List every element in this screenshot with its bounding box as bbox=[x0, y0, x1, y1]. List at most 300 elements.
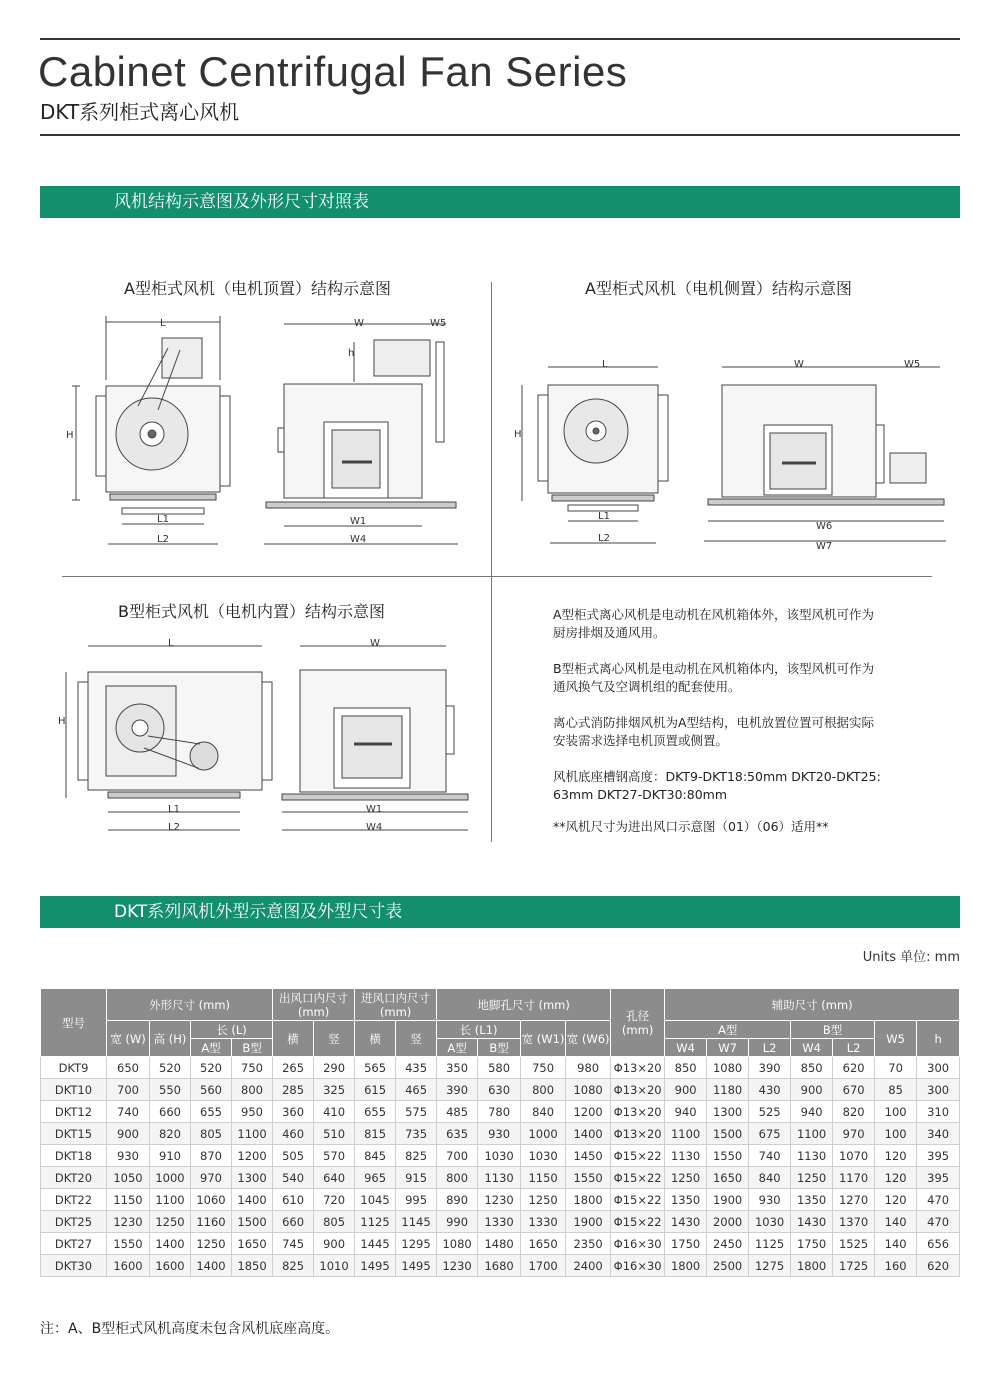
value-cell: 580 bbox=[478, 1057, 521, 1079]
value-cell: 800 bbox=[437, 1167, 478, 1189]
value-cell: 915 bbox=[396, 1167, 437, 1189]
value-cell: 390 bbox=[437, 1079, 478, 1101]
value-cell: 900 bbox=[791, 1079, 833, 1101]
value-cell: 1800 bbox=[665, 1255, 707, 1277]
th-inlet-horiz: 横 bbox=[355, 1021, 396, 1057]
diagram-b-title: B型柜式风机（电机内置）结构示意图 bbox=[118, 602, 385, 621]
value-cell: 1000 bbox=[521, 1123, 566, 1145]
value-cell: 1230 bbox=[107, 1211, 150, 1233]
th-outlet-vert: 竖 bbox=[314, 1021, 355, 1057]
model-cell: DKT12 bbox=[41, 1101, 107, 1123]
value-cell: 410 bbox=[314, 1101, 355, 1123]
table-body bbox=[41, 1057, 960, 1277]
th-height-h: 高 (H) bbox=[150, 1021, 191, 1057]
value-cell: 990 bbox=[437, 1211, 478, 1233]
value-cell: 485 bbox=[437, 1101, 478, 1123]
value-cell: 540 bbox=[273, 1167, 314, 1189]
value-cell: 430 bbox=[749, 1079, 791, 1101]
value-cell: 505 bbox=[273, 1145, 314, 1167]
vertical-divider bbox=[491, 282, 492, 842]
table-row bbox=[41, 1233, 960, 1255]
value-cell: Φ16×30 bbox=[611, 1233, 665, 1255]
th-b-w4: W4 bbox=[791, 1039, 833, 1057]
dim-W: W bbox=[354, 318, 364, 329]
th-outlet: 出风口内尺寸 (mm) bbox=[273, 989, 355, 1021]
value-cell: 120 bbox=[875, 1167, 917, 1189]
value-cell: 1200 bbox=[232, 1145, 273, 1167]
dim-W4: W4 bbox=[350, 534, 367, 545]
value-cell: 850 bbox=[665, 1057, 707, 1079]
value-cell: 850 bbox=[791, 1057, 833, 1079]
model-cell: DKT9 bbox=[41, 1057, 107, 1079]
value-cell: 1080 bbox=[437, 1233, 478, 1255]
value-cell: 310 bbox=[917, 1101, 960, 1123]
value-cell: 70 bbox=[875, 1057, 917, 1079]
value-cell: 1600 bbox=[107, 1255, 150, 1277]
value-cell: 1080 bbox=[707, 1057, 749, 1079]
value-cell: 1370 bbox=[833, 1211, 875, 1233]
value-cell: 745 bbox=[273, 1233, 314, 1255]
dim-L2-side: L2 bbox=[598, 533, 610, 544]
value-cell: 1450 bbox=[566, 1145, 611, 1167]
value-cell: 1100 bbox=[232, 1123, 273, 1145]
note-smoke-exhaust: 离心式消防排烟风机为A型结构，电机放置位置可根据实际安装需求选择电机顶置或侧置。 bbox=[553, 715, 875, 748]
table-row bbox=[41, 1167, 960, 1189]
value-cell: 1125 bbox=[355, 1211, 396, 1233]
value-cell: 655 bbox=[191, 1101, 232, 1123]
value-cell: 1100 bbox=[665, 1123, 707, 1145]
model-cell: DKT27 bbox=[41, 1233, 107, 1255]
th-outlet-horiz: 横 bbox=[273, 1021, 314, 1057]
value-cell: 1500 bbox=[707, 1123, 749, 1145]
value-cell: 1045 bbox=[355, 1189, 396, 1211]
th-b-l2: L2 bbox=[833, 1039, 875, 1057]
dim-W-side: W bbox=[794, 359, 804, 370]
th-a-l2: L2 bbox=[749, 1039, 791, 1057]
table-row bbox=[41, 1189, 960, 1211]
value-cell: 1130 bbox=[478, 1167, 521, 1189]
value-cell: 660 bbox=[150, 1101, 191, 1123]
table-row bbox=[41, 1255, 960, 1277]
value-cell: 1430 bbox=[791, 1211, 833, 1233]
value-cell: 900 bbox=[314, 1233, 355, 1255]
th-width-w1: 宽 (W1) bbox=[521, 1021, 566, 1057]
value-cell: 1400 bbox=[150, 1233, 191, 1255]
value-cell: 300 bbox=[917, 1057, 960, 1079]
value-cell: Φ15×22 bbox=[611, 1145, 665, 1167]
value-cell: 900 bbox=[107, 1123, 150, 1145]
dim-W4-b: W4 bbox=[366, 822, 383, 833]
units-label: Units 单位: mm bbox=[862, 950, 960, 965]
value-cell: 890 bbox=[437, 1189, 478, 1211]
value-cell: 1125 bbox=[749, 1233, 791, 1255]
header-rule bbox=[40, 134, 960, 136]
note-base-height: 风机底座槽钢高度：DKT9-DKT18:50mm DKT20-DKT25: 63mm DKT27-DKT30:80mm bbox=[553, 769, 881, 802]
value-cell: 1550 bbox=[107, 1233, 150, 1255]
value-cell: 395 bbox=[917, 1145, 960, 1167]
value-cell: 700 bbox=[437, 1145, 478, 1167]
value-cell: 780 bbox=[478, 1101, 521, 1123]
note-applicability: **风机尺寸为进出风口示意图（01）（06）适用** bbox=[553, 819, 829, 834]
value-cell: 840 bbox=[521, 1101, 566, 1123]
value-cell: 940 bbox=[665, 1101, 707, 1123]
value-cell: 805 bbox=[314, 1211, 355, 1233]
value-cell: 1750 bbox=[791, 1233, 833, 1255]
value-cell: 340 bbox=[917, 1123, 960, 1145]
table-row bbox=[41, 1101, 960, 1123]
value-cell: 1250 bbox=[150, 1211, 191, 1233]
value-cell: 660 bbox=[273, 1211, 314, 1233]
value-cell: 395 bbox=[917, 1167, 960, 1189]
value-cell: 100 bbox=[875, 1101, 917, 1123]
value-cell: 800 bbox=[232, 1079, 273, 1101]
value-cell: 1650 bbox=[521, 1233, 566, 1255]
th-hole: 孔径 (mm) bbox=[611, 989, 665, 1057]
diagram-a-side-title: A型柜式风机（电机侧置）结构示意图 bbox=[585, 279, 852, 298]
value-cell: 610 bbox=[273, 1189, 314, 1211]
th-inlet-vert: 竖 bbox=[396, 1021, 437, 1057]
value-cell: 805 bbox=[191, 1123, 232, 1145]
value-cell: 1480 bbox=[478, 1233, 521, 1255]
value-cell: 525 bbox=[749, 1101, 791, 1123]
value-cell: 910 bbox=[150, 1145, 191, 1167]
table-row bbox=[41, 1123, 960, 1145]
model-cell: DKT22 bbox=[41, 1189, 107, 1211]
value-cell: 350 bbox=[437, 1057, 478, 1079]
value-cell: 565 bbox=[355, 1057, 396, 1079]
value-cell: 1100 bbox=[791, 1123, 833, 1145]
value-cell: 1160 bbox=[191, 1211, 232, 1233]
value-cell: 1030 bbox=[521, 1145, 566, 1167]
dim-H: H bbox=[66, 430, 74, 441]
value-cell: 1030 bbox=[478, 1145, 521, 1167]
value-cell: 1100 bbox=[150, 1189, 191, 1211]
table-row bbox=[41, 1211, 960, 1233]
th-foot: 地脚孔尺寸 (mm) bbox=[437, 989, 611, 1021]
dim-H-side: H bbox=[514, 429, 522, 440]
dim-L-b: L bbox=[168, 638, 174, 649]
value-cell: 1900 bbox=[707, 1189, 749, 1211]
value-cell: 1250 bbox=[665, 1167, 707, 1189]
value-cell: 1725 bbox=[833, 1255, 875, 1277]
dimension-table bbox=[40, 988, 960, 1277]
value-cell: 2500 bbox=[707, 1255, 749, 1277]
dim-W1-b: W1 bbox=[366, 804, 383, 815]
value-cell: 820 bbox=[150, 1123, 191, 1145]
dim-L2-b: L2 bbox=[168, 822, 180, 833]
note-a-type: A型柜式离心风机是电动机在风机箱体外，该型风机可作为厨房排烟及通风用。 bbox=[553, 607, 875, 640]
value-cell: 800 bbox=[521, 1079, 566, 1101]
model-cell: DKT25 bbox=[41, 1211, 107, 1233]
th-aux-b: B型 bbox=[791, 1021, 875, 1039]
value-cell: 740 bbox=[749, 1145, 791, 1167]
value-cell: 1250 bbox=[791, 1167, 833, 1189]
value-cell: Φ15×22 bbox=[611, 1167, 665, 1189]
th-length-l1: 长 (L1) bbox=[437, 1021, 521, 1039]
value-cell: 560 bbox=[191, 1079, 232, 1101]
value-cell: 700 bbox=[107, 1079, 150, 1101]
value-cell: 1250 bbox=[191, 1233, 232, 1255]
value-cell: Φ13×20 bbox=[611, 1079, 665, 1101]
dim-L-side: L bbox=[602, 359, 608, 370]
value-cell: 1150 bbox=[107, 1189, 150, 1211]
value-cell: 140 bbox=[875, 1211, 917, 1233]
value-cell: 1350 bbox=[665, 1189, 707, 1211]
note-b-type: B型柜式离心风机是电动机在风机箱体内，该型风机可作为通风换气及空调机组的配套使用。 bbox=[553, 661, 875, 694]
value-cell: 825 bbox=[273, 1255, 314, 1277]
value-cell: 620 bbox=[917, 1255, 960, 1277]
value-cell: 2450 bbox=[707, 1233, 749, 1255]
value-cell: 1130 bbox=[791, 1145, 833, 1167]
value-cell: 2000 bbox=[707, 1211, 749, 1233]
value-cell: 940 bbox=[791, 1101, 833, 1123]
value-cell: 1800 bbox=[566, 1189, 611, 1211]
value-cell: 820 bbox=[833, 1101, 875, 1123]
value-cell: 1550 bbox=[566, 1167, 611, 1189]
th-w5: W5 bbox=[875, 1021, 917, 1057]
value-cell: 100 bbox=[875, 1123, 917, 1145]
th-outline: 外形尺寸 (mm) bbox=[107, 989, 273, 1021]
value-cell: 325 bbox=[314, 1079, 355, 1101]
value-cell: 1650 bbox=[707, 1167, 749, 1189]
value-cell: 1230 bbox=[478, 1189, 521, 1211]
th-h: h bbox=[917, 1021, 960, 1057]
th-a-w4: W4 bbox=[665, 1039, 707, 1057]
value-cell: 1400 bbox=[232, 1189, 273, 1211]
table-row bbox=[41, 1057, 960, 1079]
value-cell: 1350 bbox=[791, 1189, 833, 1211]
value-cell: 675 bbox=[749, 1123, 791, 1145]
diagram-a-top-title: A型柜式风机（电机顶置）结构示意图 bbox=[124, 279, 391, 298]
value-cell: 965 bbox=[355, 1167, 396, 1189]
value-cell: 1430 bbox=[665, 1211, 707, 1233]
dim-H-b: H bbox=[58, 716, 66, 727]
dim-W1: W1 bbox=[350, 516, 367, 527]
dim-L2: L2 bbox=[157, 534, 169, 545]
value-cell: 900 bbox=[665, 1079, 707, 1101]
diagram-b-front-view bbox=[276, 636, 476, 836]
value-cell: 650 bbox=[107, 1057, 150, 1079]
value-cell: 1230 bbox=[437, 1255, 478, 1277]
value-cell: 550 bbox=[150, 1079, 191, 1101]
dim-W5: W5 bbox=[430, 318, 447, 329]
value-cell: Φ15×22 bbox=[611, 1211, 665, 1233]
model-cell: DKT10 bbox=[41, 1079, 107, 1101]
value-cell: 1495 bbox=[355, 1255, 396, 1277]
section-dimension-title: DKT系列风机外型示意图及外型尺寸表 bbox=[40, 896, 960, 928]
value-cell: 980 bbox=[566, 1057, 611, 1079]
value-cell: 290 bbox=[314, 1057, 355, 1079]
value-cell: 1750 bbox=[665, 1233, 707, 1255]
value-cell: 1500 bbox=[232, 1211, 273, 1233]
horizontal-divider bbox=[62, 576, 932, 577]
model-cell: DKT20 bbox=[41, 1167, 107, 1189]
value-cell: 1700 bbox=[521, 1255, 566, 1277]
value-cell: 285 bbox=[273, 1079, 314, 1101]
value-cell: 1180 bbox=[707, 1079, 749, 1101]
diagram-a-top-side-view bbox=[62, 310, 262, 560]
value-cell: 640 bbox=[314, 1167, 355, 1189]
value-cell: 1130 bbox=[665, 1145, 707, 1167]
page-title: Cabinet Centrifugal Fan Series bbox=[38, 48, 628, 95]
value-cell: 1170 bbox=[833, 1167, 875, 1189]
value-cell: 120 bbox=[875, 1145, 917, 1167]
value-cell: 930 bbox=[107, 1145, 150, 1167]
value-cell: 2400 bbox=[566, 1255, 611, 1277]
value-cell: 1495 bbox=[396, 1255, 437, 1277]
page-subtitle: DKT系列柜式离心风机 bbox=[40, 100, 240, 124]
diagram-a-top-front-view bbox=[262, 312, 462, 562]
value-cell: 656 bbox=[917, 1233, 960, 1255]
value-cell: 265 bbox=[273, 1057, 314, 1079]
value-cell: 140 bbox=[875, 1233, 917, 1255]
value-cell: 1400 bbox=[191, 1255, 232, 1277]
dim-L1: L1 bbox=[157, 514, 169, 525]
value-cell: 510 bbox=[314, 1123, 355, 1145]
value-cell: 825 bbox=[396, 1145, 437, 1167]
value-cell: 1080 bbox=[566, 1079, 611, 1101]
value-cell: 670 bbox=[833, 1079, 875, 1101]
value-cell: 720 bbox=[314, 1189, 355, 1211]
model-cell: DKT15 bbox=[41, 1123, 107, 1145]
dim-W-b: W bbox=[370, 638, 380, 649]
value-cell: 620 bbox=[833, 1057, 875, 1079]
value-cell: 1900 bbox=[566, 1211, 611, 1233]
value-cell: 740 bbox=[107, 1101, 150, 1123]
diagram-a-side-side-view bbox=[510, 355, 670, 555]
value-cell: 1550 bbox=[707, 1145, 749, 1167]
value-cell: 435 bbox=[396, 1057, 437, 1079]
value-cell: 655 bbox=[355, 1101, 396, 1123]
dim-W6: W6 bbox=[816, 521, 833, 532]
value-cell: 930 bbox=[478, 1123, 521, 1145]
value-cell: 970 bbox=[833, 1123, 875, 1145]
value-cell: 1060 bbox=[191, 1189, 232, 1211]
dim-L1-side: L1 bbox=[598, 511, 610, 522]
dim-h: h bbox=[348, 348, 355, 359]
th-l-b: B型 bbox=[232, 1039, 273, 1057]
table-row bbox=[41, 1145, 960, 1167]
value-cell: 1800 bbox=[791, 1255, 833, 1277]
value-cell: Φ13×20 bbox=[611, 1123, 665, 1145]
diagram-b-side-view bbox=[56, 636, 276, 836]
value-cell: 520 bbox=[191, 1057, 232, 1079]
diagram-a-side-front-view bbox=[700, 355, 950, 555]
value-cell: 1445 bbox=[355, 1233, 396, 1255]
value-cell: 950 bbox=[232, 1101, 273, 1123]
value-cell: 615 bbox=[355, 1079, 396, 1101]
value-cell: Φ16×30 bbox=[611, 1255, 665, 1277]
value-cell: 845 bbox=[355, 1145, 396, 1167]
value-cell: 1010 bbox=[314, 1255, 355, 1277]
value-cell: 1030 bbox=[749, 1211, 791, 1233]
value-cell: 1300 bbox=[232, 1167, 273, 1189]
value-cell: 750 bbox=[232, 1057, 273, 1079]
th-inlet: 进风口内尺寸 (mm) bbox=[355, 989, 437, 1021]
value-cell: 1070 bbox=[833, 1145, 875, 1167]
value-cell: 1000 bbox=[150, 1167, 191, 1189]
value-cell: 1300 bbox=[707, 1101, 749, 1123]
value-cell: 1200 bbox=[566, 1101, 611, 1123]
value-cell: 1250 bbox=[521, 1189, 566, 1211]
th-model: 型号 bbox=[41, 989, 107, 1057]
value-cell: 85 bbox=[875, 1079, 917, 1101]
value-cell: 1330 bbox=[521, 1211, 566, 1233]
value-cell: 465 bbox=[396, 1079, 437, 1101]
value-cell: 635 bbox=[437, 1123, 478, 1145]
value-cell: 1050 bbox=[107, 1167, 150, 1189]
value-cell: Φ15×22 bbox=[611, 1189, 665, 1211]
value-cell: 300 bbox=[917, 1079, 960, 1101]
th-width-w6: 宽 (W6) bbox=[566, 1021, 611, 1057]
value-cell: 470 bbox=[917, 1211, 960, 1233]
top-rule bbox=[40, 38, 960, 40]
value-cell: 1270 bbox=[833, 1189, 875, 1211]
value-cell: 970 bbox=[191, 1167, 232, 1189]
dim-W7: W7 bbox=[816, 541, 833, 552]
value-cell: 360 bbox=[273, 1101, 314, 1123]
value-cell: 470 bbox=[917, 1189, 960, 1211]
value-cell: Φ13×20 bbox=[611, 1057, 665, 1079]
model-cell: DKT18 bbox=[41, 1145, 107, 1167]
th-l1-a: A型 bbox=[437, 1039, 478, 1057]
value-cell: 120 bbox=[875, 1189, 917, 1211]
dim-W5-side: W5 bbox=[904, 359, 921, 370]
value-cell: 1275 bbox=[749, 1255, 791, 1277]
value-cell: 1525 bbox=[833, 1233, 875, 1255]
value-cell: 575 bbox=[396, 1101, 437, 1123]
value-cell: 1295 bbox=[396, 1233, 437, 1255]
th-l-a: A型 bbox=[191, 1039, 232, 1057]
value-cell: 160 bbox=[875, 1255, 917, 1277]
value-cell: 520 bbox=[150, 1057, 191, 1079]
dim-L: L bbox=[160, 318, 166, 329]
footnote: 注：A、B型柜式风机高度未包含风机底座高度。 bbox=[40, 1321, 340, 1337]
table-row bbox=[41, 1079, 960, 1101]
th-length-l: 长 (L) bbox=[191, 1021, 273, 1039]
value-cell: 460 bbox=[273, 1123, 314, 1145]
dim-L1-b: L1 bbox=[168, 804, 180, 815]
value-cell: 1330 bbox=[478, 1211, 521, 1233]
model-cell: DKT30 bbox=[41, 1255, 107, 1277]
value-cell: 630 bbox=[478, 1079, 521, 1101]
value-cell: 1145 bbox=[396, 1211, 437, 1233]
value-cell: 930 bbox=[749, 1189, 791, 1211]
section-structure-title: 风机结构示意图及外形尺寸对照表 bbox=[40, 186, 960, 218]
th-aux: 辅助尺寸 (mm) bbox=[665, 989, 960, 1021]
value-cell: 2350 bbox=[566, 1233, 611, 1255]
value-cell: 1680 bbox=[478, 1255, 521, 1277]
value-cell: 570 bbox=[314, 1145, 355, 1167]
value-cell: 870 bbox=[191, 1145, 232, 1167]
value-cell: 750 bbox=[521, 1057, 566, 1079]
value-cell: 1400 bbox=[566, 1123, 611, 1145]
value-cell: 1850 bbox=[232, 1255, 273, 1277]
value-cell: 1650 bbox=[232, 1233, 273, 1255]
th-a-w7: W7 bbox=[707, 1039, 749, 1057]
value-cell: 735 bbox=[396, 1123, 437, 1145]
value-cell: 390 bbox=[749, 1057, 791, 1079]
value-cell: 1600 bbox=[150, 1255, 191, 1277]
th-l1-b: B型 bbox=[478, 1039, 521, 1057]
th-aux-a: A型 bbox=[665, 1021, 791, 1039]
value-cell: 815 bbox=[355, 1123, 396, 1145]
value-cell: 840 bbox=[749, 1167, 791, 1189]
th-width-w: 宽 (W) bbox=[107, 1021, 150, 1057]
value-cell: Φ13×20 bbox=[611, 1101, 665, 1123]
value-cell: 995 bbox=[396, 1189, 437, 1211]
value-cell: 1150 bbox=[521, 1167, 566, 1189]
